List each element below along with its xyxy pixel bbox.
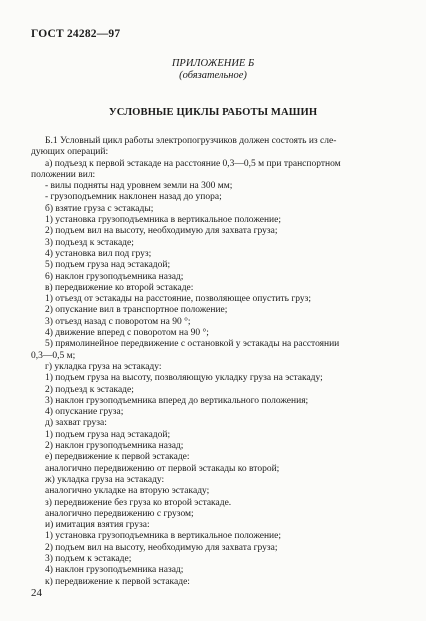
text-line: 2) подъезд к эстакаде; — [45, 384, 134, 395]
section-title: УСЛОВНЫЕ ЦИКЛЫ РАБОТЫ МАШИН — [108, 107, 318, 118]
text-line: 5) прямолинейное передвижение с остановкой у эстакады на расстоянии — [45, 339, 340, 350]
text-line: 1) отъезд от эстакады на расстояние, позволяющее опустить груз; — [45, 294, 312, 305]
text-line: 2) подъем вил на высоту, необходимую для захвата груза; — [45, 542, 278, 553]
text-line: а) подъезд к первой эстакаде на расстояние 0,3—0,5 м при транспортном — [45, 158, 341, 169]
text-line: 4) наклон грузоподъемника назад; — [45, 565, 184, 576]
text-line: 1) подъем груза на высоту, позволяющую укладку груза на эстакаду; — [45, 373, 323, 384]
text-line: к) передвижение к первой эстакаде: — [45, 576, 190, 587]
text-line: 2) наклон грузоподъемника назад; — [45, 441, 184, 452]
text-line: д) захват груза: — [45, 418, 107, 429]
text-line: 3) подъезд к эстакаде; — [45, 237, 134, 248]
text-line: 3) наклон грузоподъемника вперед до вертикального положения; — [45, 395, 309, 406]
text-line: - грузоподъемник наклонен назад до упора; — [45, 192, 222, 203]
text-line: 1) подъем груза над эстакадой; — [45, 429, 171, 440]
text-line: 6) наклон грузоподъемника назад; — [45, 271, 184, 282]
text-line: е) передвижение к первой эстакаде: — [45, 452, 190, 463]
text-line: 0,3—0,5 м; — [31, 350, 76, 361]
text-line: з) передвижение без груза ко второй эстакаде. — [45, 497, 232, 508]
text-line: дующих операций: — [31, 147, 109, 158]
text-line: Б.1 Условный цикл работы электропогрузчиков должен состоять из сле- — [45, 136, 337, 146]
appendix-status: (обязательное) — [179, 70, 247, 81]
text-line: 1) установка грузоподъемника в вертикальное положение; — [45, 215, 282, 226]
text-line: аналогично передвижению с грузом; — [45, 508, 194, 519]
text-line: и) имитация взятия груза: — [45, 520, 150, 531]
text-line: 4) опускание груза; — [45, 407, 124, 418]
text-line: г) укладка груза на эстакаду: — [45, 361, 162, 372]
text-line: 2) подъем вил на высоту, необходимую для захвата груза; — [45, 226, 278, 237]
text-line: в) передвижение ко второй эстакаде: — [45, 282, 194, 293]
text-line: 3) подъем к эстакаде; — [45, 553, 132, 564]
text-line: аналогично передвижению от первой эстакады ко второй; — [45, 463, 280, 474]
standard-code: ГОСТ 24282—97 — [31, 28, 121, 40]
text-line: аналогично укладке на вторую эстакаду; — [45, 486, 210, 497]
text-line: 4) установка вил под груз; — [45, 248, 152, 259]
text-line: - вилы подняты над уровнем земли на 300 мм; — [45, 181, 233, 192]
text-line: 1) установка грузоподъемника в вертикальное положение; — [45, 531, 282, 542]
text-line: 4) движение вперед с поворотом на 90 °; — [45, 328, 209, 339]
page-number: 24 — [31, 587, 42, 599]
text-line: 5) подъем груза над эстакадой; — [45, 260, 171, 271]
appendix-title: ПРИЛОЖЕНИЕ Б — [171, 58, 255, 69]
appendix-heading — [0, 58, 426, 82]
text-line: 2) опускание вил в транспортное положение; — [45, 305, 228, 316]
text-line: положении вил: — [31, 169, 96, 180]
text-line: ж) укладка груза на эстакаду: — [45, 474, 165, 485]
text-line: б) взятие груза с эстакады; — [45, 203, 154, 214]
body-text — [31, 136, 397, 588]
text-line: 3) отъезд назад с поворотом на 90 °; — [45, 316, 191, 327]
